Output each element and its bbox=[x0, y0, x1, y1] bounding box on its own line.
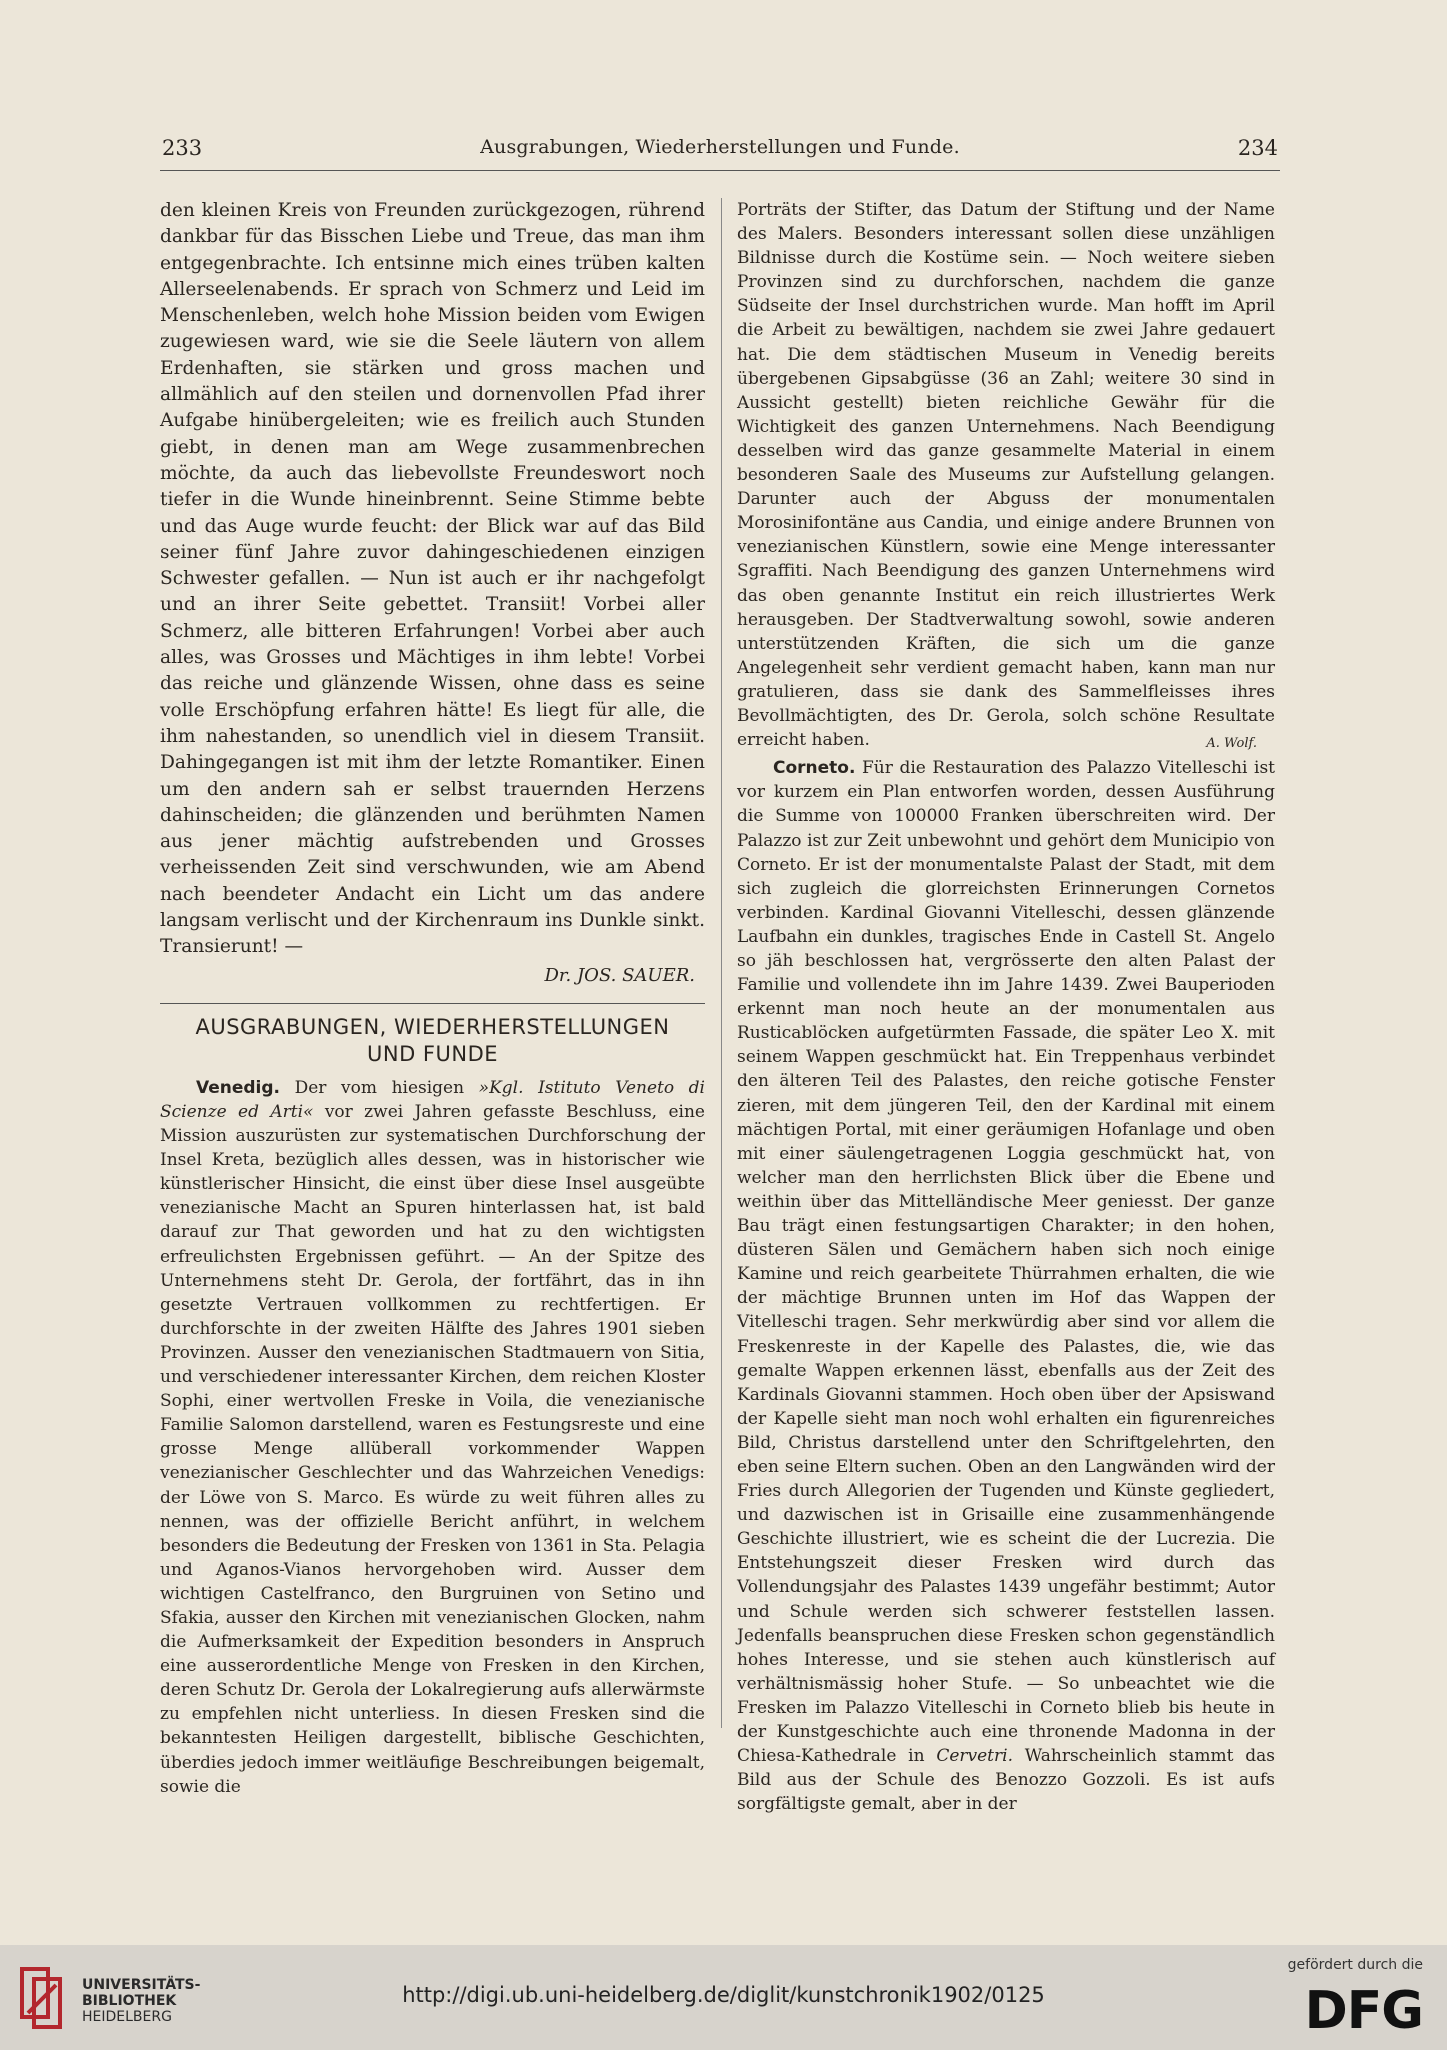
corneto-paragraph bbox=[737, 756, 1275, 1816]
venedig-lead: Venedig. bbox=[196, 1077, 281, 1098]
dfg-wordmark: DFG bbox=[1304, 1981, 1423, 2041]
corneto-text-b: Wahrscheinlich stammt das Bild aus der Schule des Benozzo Gozzoli. Es ist aufs sorgfältigste gemalt, aber in der bbox=[737, 1746, 1275, 1815]
section-title bbox=[160, 1014, 705, 1068]
section-divider bbox=[160, 1003, 705, 1004]
right-column bbox=[737, 198, 1275, 1816]
corneto-text-a: Für die Restauration des Palazzo Vitelleschi ist vor kurzem ein Plan entworfen worden, dessen Ausführung die Summe von 100000 Franken überschreiten wird. Der Palazzo ist zur Zeit unbewohnt und gehört dem Municipio von Corneto. Er ist der monumentalste Palast der Stadt, mit dem sich zugleich die glorreichsten Erinnerungen Cornetos verbinden. Kardinal Giovanni Vitelleschi, dessen glänzende Laufbahn ein dunkles, tragisches Ende in Castell St. Angelo so jäh beschlossen hat, vergrösserte den alten Palast der Familie und vollendete ihn im Jahre 1439. Zwei Bauperioden erkennt man noch heute an der monumentalen aus Rusticablöcken aufgetürmten Fassade, die später Leo X. mit seinem Wappen geschmückt hat. Ein Treppenhaus verbindet den älteren Teil des Palastes, den reiche gotische Fenster zieren, mit dem jüngeren Teil, den der Kardinal mit einem mächtigen Portal, mit einer geräumigen Hofanlage und oben mit einer säulengetragenen Loggia geschmückt hat, von welcher man den herrlichsten Blick über die Ebene und weithin über das Mittelländische Meer geniesst. Der ganze Bau trägt einen festungsartigen Charakter; in den hohen, düsteren Sälen und Gemächern haben sich noch einige Kamine und reich gearbeitete Thürrahmen erhalten, die wie der mächtige Brunnen unten im Hof das Wappen der Vitelleschi tragen. Sehr merkwürdig aber sind vor allem die Freskenreste in der Kapelle des Palastes, die, wie das gemalte Wappen erkennen lässt, ebenfalls aus der Zeit des Kardinals Giovanni stammen. Hoch oben über der Apsiswand der Kapelle sieht man noch wohl erhalten ein figurenreiches Bild, Christus darstellend unter den Schriftgelehrten, den eben seine Eltern suchen. Oben an den Langwänden wird der Fries durch Allegorien der Tugenden und Künste gegliedert, und dazwischen ist in Grisaille eine zusammenhängende Geschichte illustriert, wie es scheint die der Lucrezia. Die Entstehungszeit dieser Fresken wird durch das Vollendungsjahr des Palastes 1439 ungefähr bestimmt; Autor und Schule werden sich schwerer feststellen lassen. Jedenfalls beanspruchen diese Fresken schon gegenständlich hohes Interesse, und sie stehen auch künstlerisch auf verhältnismässig hoher Stufe. — So unbeachtet wie die Fresken im Palazzo Vitelleschi in Corneto blieb bis heute in der Kunstgeschichte auch eine thronende Madonna in der Chiesa-Kathedrale in bbox=[737, 758, 1275, 1767]
column-divider bbox=[721, 198, 722, 1728]
library-name-line-2: BIBLIOTHEK bbox=[82, 1993, 177, 2009]
obituary-paragraph: den kleinen Kreis von Freunden zurückgezogen, rührend dankbar für das Bisschen Liebe und Treue, das man ihm entgegenbrachte. Ich entsinne mich eines trüben kalten Allerseelenabends. Er sprach von Schmerz und Leid im Menschenleben, welch hohe Mission beiden vom Ewigen zugewiesen ward, wie sie die Seele läutern von allem Erdenhaften, sie stärken und gross machen und allmählich auf den steilen und dornenvollen Pfad ihrer Aufgabe hinübergeleiten; wie es freilich auch Stunden giebt, in denen man am Wege zusammenbrechen möchte, da auch das liebevollste Freundeswort noch tiefer in die Wunde hineinbrennt. Seine Stimme bebte und das Auge wurde feucht: der Blick war auf das Bild seiner fünf Jahre zuvor dahingeschiedenen einzigen Schwester gefallen. — Nun ist auch er ihr nachgefolgt und an ihrer Seite gebettet. Transiit! Vorbei aller Schmerz, alle bitteren Erfahrungen! Vorbei aber auch alles, was Grosses und Mächtiges in ihm lebte! Vorbei das reiche und glänzende Wissen, ohne dass es seine volle Erschöpfung erfahren hätte! Es liegt für alle, die ihm nahestanden, so unendlich viel in diesem Transiit. Dahingegangen ist mit ihm der letzte Romantiker. Einen um den andern sah er selbst trauernden Herzens dahinscheiden; die glänzenden und berühmten Namen aus jener mächtig aufstrebenden und Grosses verheissenden Zeit sind verschwunden, wie am Abend nach beendeter Andacht ein Licht um das andere langsam verlischt und der Kirchenraum ins Dunkle sinkt. Transierunt! — bbox=[160, 200, 705, 958]
section-title-line-2: UND FUNDE bbox=[366, 1041, 499, 1066]
page-header bbox=[160, 130, 1280, 171]
venedig-text-b: vor zwei Jahren gefasste Beschluss, eine Mission auszurüsten zur systematischen Durchforschung der Insel Kreta, bezüglich alles dessen, was in historischer wie künstlerischer Hinsicht, die einst über diese Insel ausgeübte venezianische Macht an Spuren hinterlassen hat, ist bald darauf zur That geworden und hat zu den wichtigsten erfreulichsten Ergebnissen geführt. — An der Spitze des Unternehmens steht Dr. Gerola, der fortfährt, das in ihn gesetzte Vertrauen vollkommen zu rechtfertigen. Er durchforschte in der zweiten Hälfte des Jahres 1901 sieben Provinzen. Ausser den venezianischen Stadtmauern von Sitia, und verschiedener interessanter Kirchen, dem reichen Kloster Sophi, einer wertvollen Freske in Voila, die venezianische Familie Salomon darstellend, waren es Festungsreste und eine grosse Menge allüberall vorkommender Wappen venezianischer Geschlechter und das Wahrzeichen Venedigs: der Löwe von S. Marco. Es würde zu weit führen alles zu nennen, was der offizielle Bericht anführt, in welchem besonders die Bedeutung der Fresken von 1361 in Sta. Pelagia und Aganos-Vianos hervorgehoben wird. Ausser dem wichtigen Castelfranco, den Burgruinen von Setino und Sfakia, ausser den Kirchen mit venezianischen Glocken, nahm die Aufmerksamkeit der Expedition besonders in Anspruch eine ausserordentliche Menge von Fresken in den Kirchen, deren Schutz Dr. Gerola der Lokalregierung aufs allerwärmste zu empfehlen nicht unterliess. In diesen Fresken sind die bekanntesten Heiligen dargestellt, biblische Geschichten, überdies jedoch immer weitläufige Beschreibungen beigemalt, sowie die bbox=[160, 1102, 705, 1797]
permalink-url[interactable]: http://digi.ub.uni-heidelberg.de/diglit/kunstchronik1902/0125 bbox=[402, 1983, 1045, 2007]
funded-by-label: gefördert durch die bbox=[1287, 1957, 1423, 1973]
running-title: Ausgrabungen, Wiederherstellungen und Funde. bbox=[480, 136, 960, 158]
corneto-place: Cervetri. bbox=[936, 1746, 1013, 1767]
viewer-footer bbox=[0, 1945, 1447, 2050]
library-name-line-3: HEIDELBERG bbox=[82, 2009, 172, 2025]
dfg-logo[interactable] bbox=[1273, 1957, 1423, 2041]
corneto-lead: Corneto. bbox=[773, 758, 856, 779]
venedig-text-a: Der vom hiesigen bbox=[294, 1077, 479, 1098]
library-name-line-1: UNIVERSITÄTS- bbox=[82, 1977, 201, 1993]
section-title-line-1: AUSGRABUNGEN, WIEDERHERSTELLUNGEN bbox=[195, 1014, 670, 1039]
venedig-institute: »Kgl. Istituto Veneto di Scienze ed Arti« bbox=[160, 1077, 705, 1122]
venedig-paragraph bbox=[160, 1076, 705, 1799]
venedig-continued-paragraph: Porträts der Stifter, das Datum der Stiftung und der Name des Malers. Besonders interessant sollen diese unzähligen Bildnisse durch die Kostüme sein. — Noch weitere sieben Provinzen sind zu durchforschen, nachdem die ganze Südseite der Insel durchstrichen wurde. Man hofft im April die Arbeit zu bewältigen, nachdem sie zwei Jahre gedauert hat. Die dem städtischen Museum in Venedig bereits übergebenen Gipsabgüsse (36 an Zahl; weitere 30 sind in Aussicht gestellt) bieten reichliche Gewähr für die Wichtigkeit des ganzen Unternehmens. Nach Beendigung desselben wird das ganze gesammelte Material in einem besonderen Saale des Museums zur Aufstellung gelangen. Darunter auch der Abguss der monumentalen Morosinifontäne aus Candia, und einige andere Brunnen von venezianischen Künstlern, sowie eine Menge interessanter Sgraffiti. Nach Beendigung des ganzen Unternehmens wird das oben genannte Institut ein reich illustriertes Werk herausgeben. Der Stadtverwaltung sowohl, sowie anderen unterstützenden Kräften, die sich um die ganze Angelegenheit sehr verdient gemacht haben, kann man nur gratulieren, dass sie dank des Sammelfleisses ihres Bevollmächtigten, des Dr. Gerola, solch schöne Resultate erreicht haben. bbox=[737, 200, 1275, 751]
left-column bbox=[160, 198, 705, 1799]
venedig-signature: A. Wolf. bbox=[1206, 736, 1257, 752]
obituary-signature: Dr. JOS. SAUER. bbox=[544, 964, 695, 986]
page-number-right: 234 bbox=[1237, 136, 1278, 160]
page-number-left: 233 bbox=[162, 136, 203, 160]
